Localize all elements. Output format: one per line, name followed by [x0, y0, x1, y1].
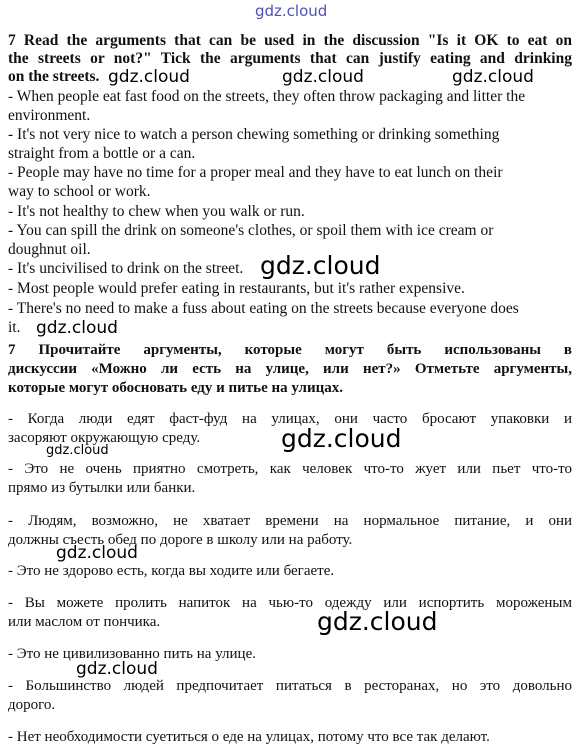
argument-item-ru: - Нет необходимости суетиться о еде на улицах, потому что все так делают.	[8, 729, 490, 745]
argument-item-en: - You can spill the drink on someone's clothes, or spoil them with ice cream or	[8, 222, 494, 239]
watermark: gdz.cloud	[36, 318, 118, 338]
watermark: gdz.cloud	[56, 543, 138, 563]
watermark: gdz.cloud	[108, 67, 190, 87]
exercise-heading-en: on the streets.	[8, 68, 100, 85]
watermark: gdz.cloud	[281, 424, 402, 453]
watermark: gdz.cloud	[317, 607, 438, 636]
watermark: gdz.cloud	[76, 659, 158, 679]
watermark: gdz.cloud	[260, 251, 381, 280]
argument-item-ru: засоряют окружающую среду.	[8, 430, 201, 446]
argument-item-en: - It's not healthy to chew when you walk or run.	[8, 203, 305, 220]
argument-item-ru: должны съесть обед по дороге в школу или на работу.	[8, 532, 353, 548]
watermark: gdz.cloud	[46, 443, 109, 458]
argument-item-en: - Most people would prefer eating in restaurants, but it's rather expensive.	[8, 280, 465, 297]
argument-item-en: - It's not very nice to watch a person chewing something or drinking something	[8, 126, 500, 143]
argument-item-en: - When people eat fast food on the streets, they often throw packaging and litter the	[8, 88, 526, 105]
argument-item-en: way to school or work.	[8, 183, 151, 200]
watermark: gdz.cloud	[255, 2, 328, 20]
argument-item-ru: - Вы можете пролить напиток на чью-то одежду или испортить мороженым	[8, 595, 572, 611]
argument-item-ru: дорого.	[8, 697, 56, 713]
argument-item-ru: прямо из бутылки или банки.	[8, 480, 196, 496]
argument-item-ru: - Большинство людей предпочитает питаться в ресторанах, но это довольно	[8, 678, 572, 694]
watermark: gdz.cloud	[452, 67, 534, 87]
exercise-heading-en: the streets or not?" Tick the arguments that can justify eating and drinking	[8, 50, 572, 67]
argument-item-en: environment.	[8, 107, 91, 124]
exercise-heading-ru: 7 Прочитайте аргументы, которые могут быть использованы в	[8, 342, 572, 358]
argument-item-ru: - Это не очень приятно смотреть, как человек что-то жует или пьет что-то	[8, 461, 572, 477]
exercise-heading-en: 7 Read the arguments that can be used in the discussion "Is it OK to eat on	[8, 32, 572, 49]
argument-item-en: it.	[8, 319, 21, 336]
argument-item-ru: - Людям, возможно, не хватает времени на нормальное питание, и они	[8, 513, 572, 529]
argument-item-en: doughnut oil.	[8, 241, 91, 258]
argument-item-ru: - Это не цивилизованно пить на улице.	[8, 646, 256, 662]
argument-item-ru: - Когда люди едят фаст-фуд на улицах, они часто бросают упаковки и	[8, 411, 572, 427]
argument-item-en: - People may have no time for a proper meal and they have to eat lunch on their	[8, 164, 503, 181]
argument-item-en: - There's no need to make a fuss about eating on the streets because everyone does	[8, 300, 519, 317]
argument-item-en: straight from a bottle or a can.	[8, 145, 196, 162]
argument-item-en: - It's uncivilised to drink on the street.	[8, 260, 244, 277]
argument-item-ru: - Это не здорово есть, когда вы ходите или бегаете.	[8, 563, 335, 579]
watermark: gdz.cloud	[282, 67, 364, 87]
argument-item-ru: или маслом от пончика.	[8, 614, 161, 630]
exercise-heading-ru: которые могут обосновать еду и питье на улицах.	[8, 380, 343, 396]
exercise-heading-ru: дискуссии «Можно ли есть на улице, или нет?» Отметьте аргументы,	[8, 361, 572, 377]
